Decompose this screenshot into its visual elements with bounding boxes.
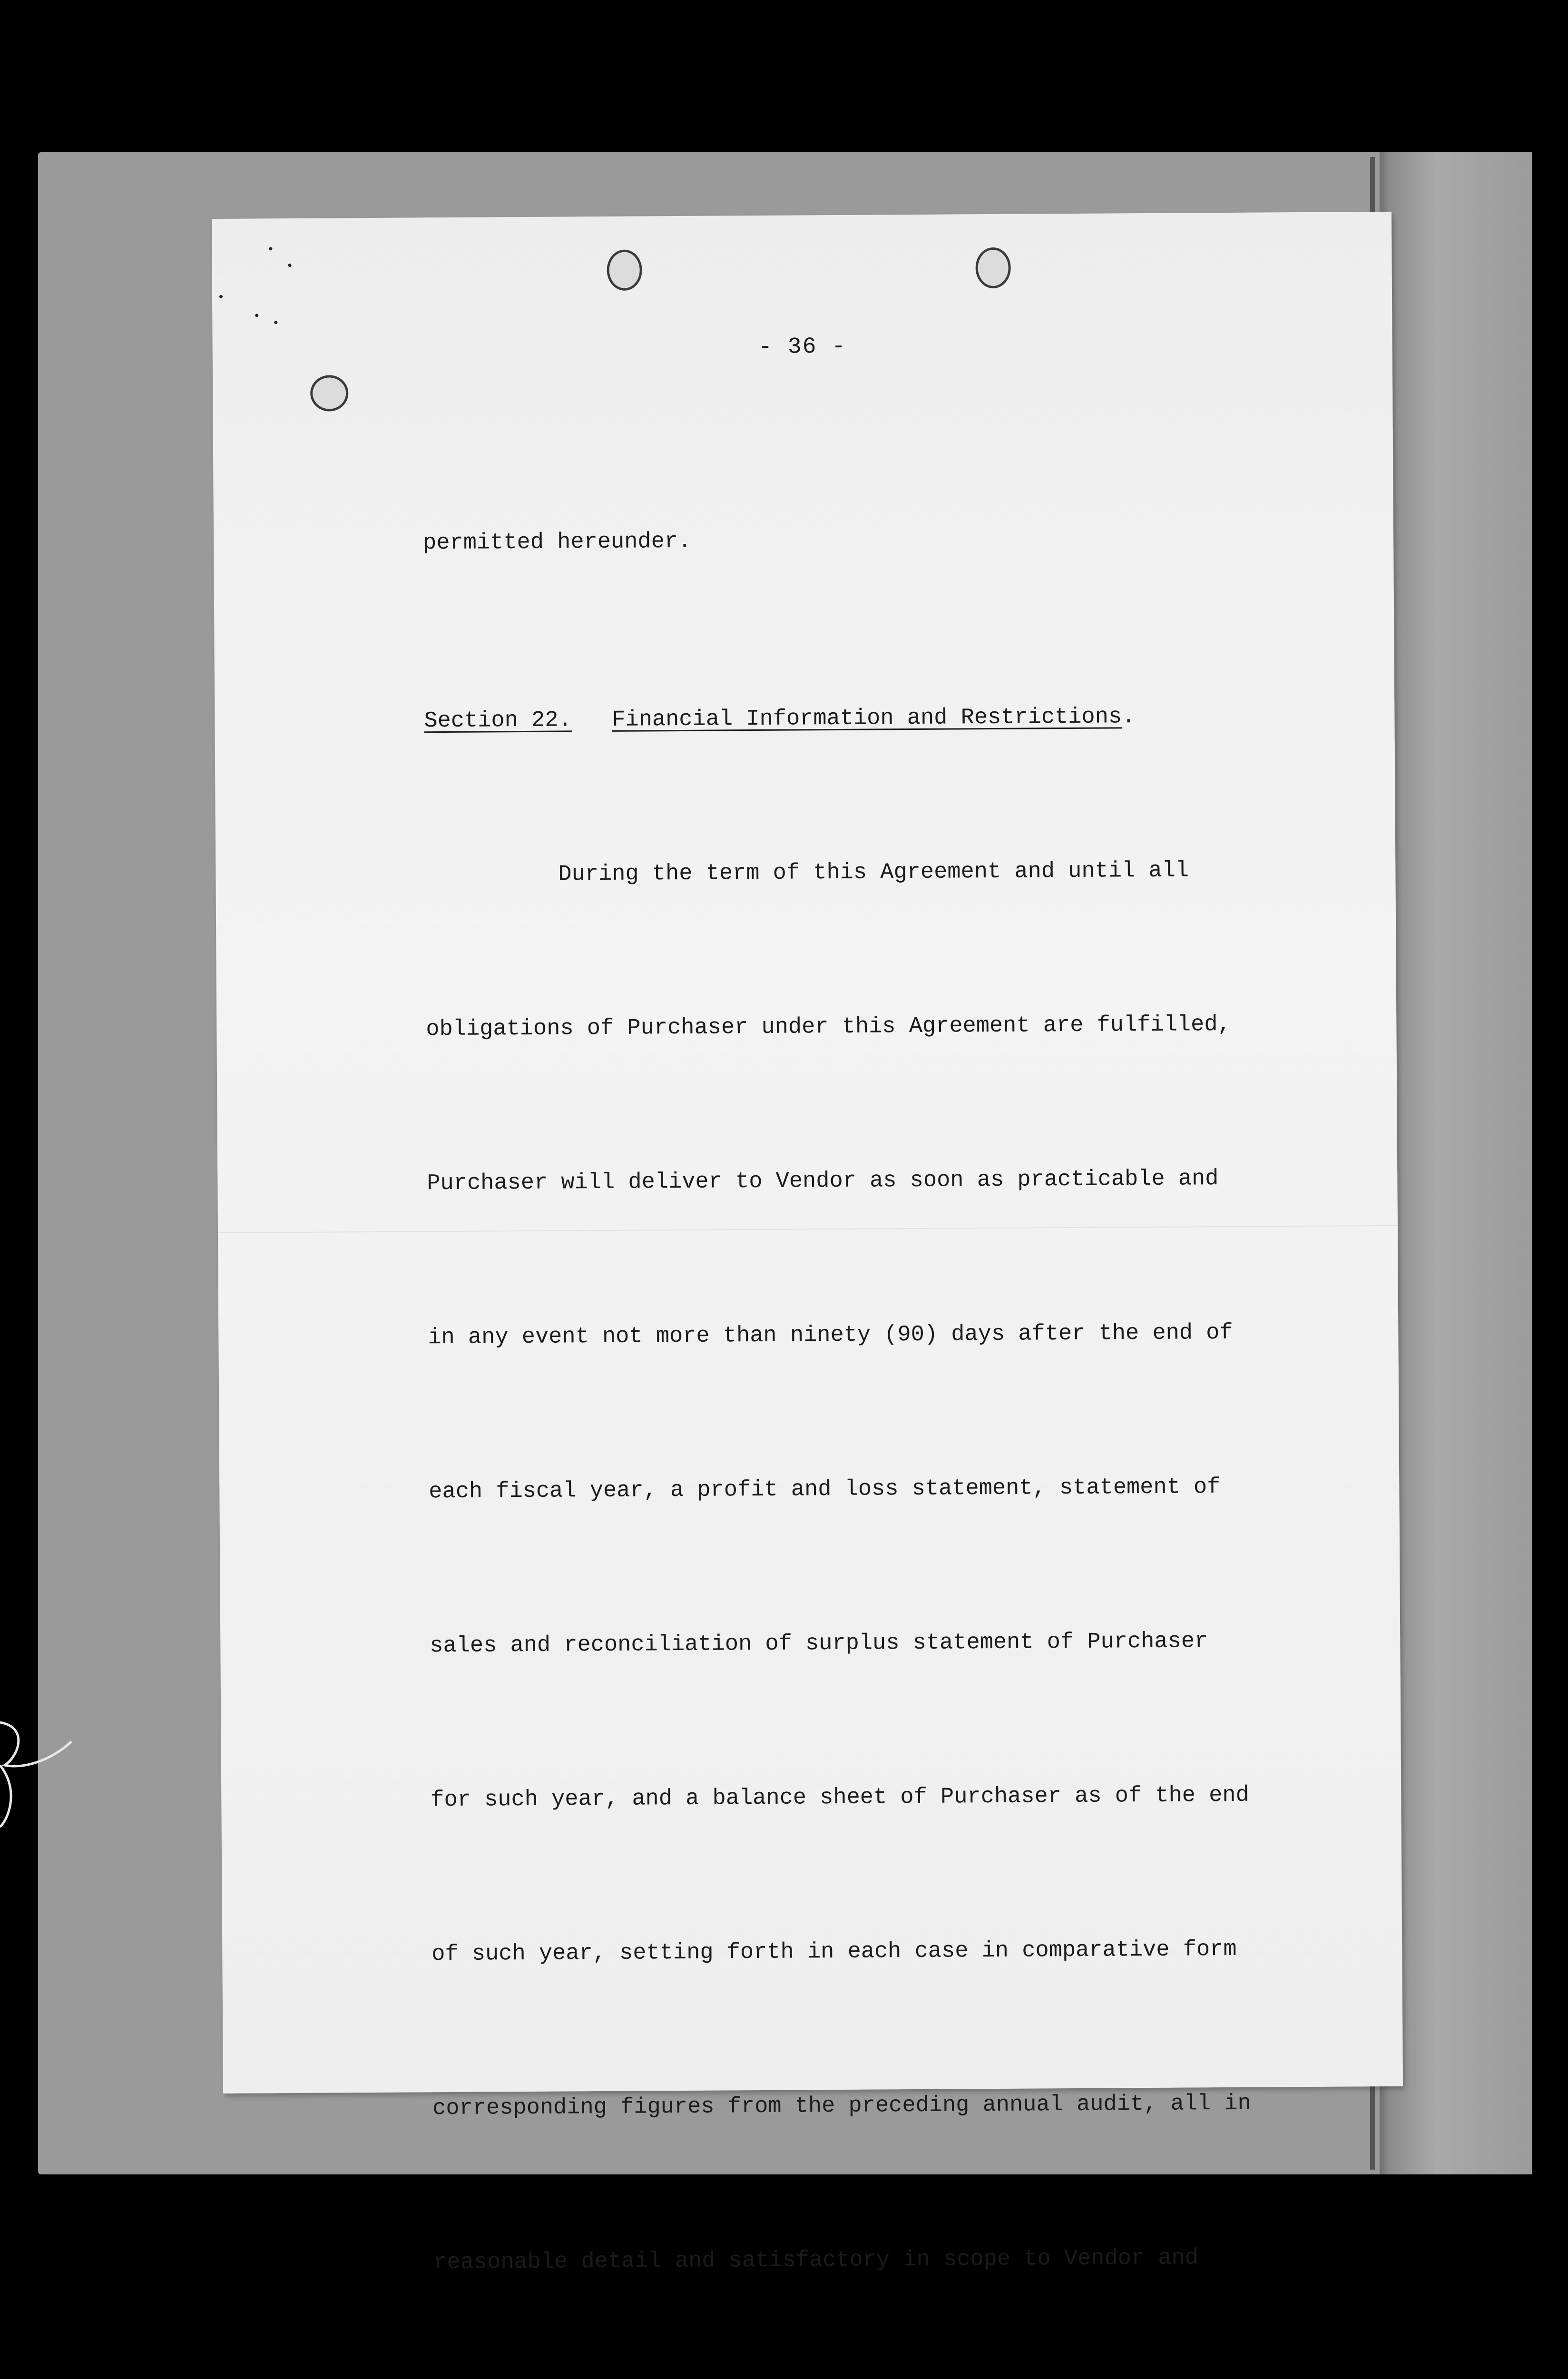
text-line: corresponding figures from the preceding annual audit, all in xyxy=(432,2091,1251,2122)
text-line: in any event not more than ninety (90) days after the end of xyxy=(428,1320,1233,1351)
section-title: Financial Information and Restrictions xyxy=(612,704,1122,733)
speck xyxy=(219,295,223,298)
document-page xyxy=(212,212,1403,2276)
text-line: each fiscal year, a profit and loss statement, statement of xyxy=(429,1475,1221,1505)
punch-hole xyxy=(310,375,348,411)
section-label: Section 22. xyxy=(424,708,572,734)
punch-hole xyxy=(975,247,1011,288)
speck xyxy=(255,314,258,317)
binding-strip xyxy=(1380,152,1532,2174)
text-line: sales and reconciliation of surplus statement of Purchaser xyxy=(430,1629,1208,1659)
text-line: of such year, setting forth in each case in comparative form xyxy=(431,1937,1237,1967)
punch-hole xyxy=(607,249,642,290)
text-line: permitted hereunder. xyxy=(423,529,692,556)
speck xyxy=(274,321,277,324)
body-text xyxy=(422,409,1403,2379)
film-edge-mark xyxy=(0,1694,76,1837)
speck xyxy=(288,264,292,267)
section-heading xyxy=(424,690,1376,747)
text-line: Purchaser will deliver to Vendor as soon as practicable and xyxy=(427,1166,1219,1197)
speck xyxy=(269,247,272,250)
text-line: obligations of Purchaser under this Agreement are fulfilled, xyxy=(426,1012,1231,1042)
section-gap xyxy=(572,708,612,733)
page-number: - 36 - xyxy=(758,334,847,360)
text-line: During the term of this Agreement and until all xyxy=(558,858,1189,887)
text-line: for such year, and a balance sheet of Purchaser as of the end xyxy=(431,1782,1249,1813)
text-line: reasonable detail and satisfactory in scope to Vendor and xyxy=(433,2245,1199,2276)
section-title-period: . xyxy=(1121,704,1136,730)
